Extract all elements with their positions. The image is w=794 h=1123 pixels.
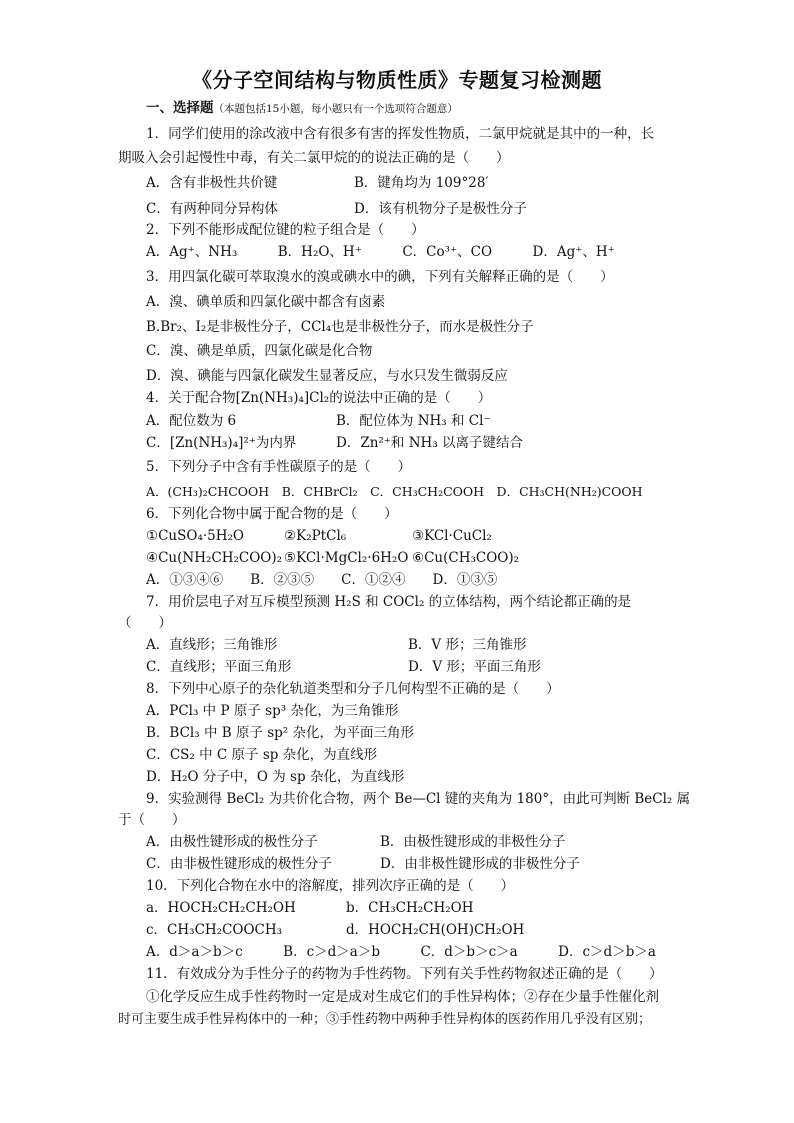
- q4-option-b: B．配位体为 NH₃ 和 Cl⁻: [336, 413, 491, 429]
- q10-item-b: b．CH₃CH₂CH₂OH: [346, 900, 474, 916]
- q11-body-line2: 时可主要生成手性异构体中的一种；③手性药物中两种手性异构体的医药作用几乎没有区别；: [118, 1012, 652, 1027]
- q6-item-1: ①CuSO₄·5H₂O: [146, 528, 244, 544]
- q4-option-c: C．[Zn(NH₃)₄]²⁺为内界: [146, 435, 297, 451]
- q10-stem: 10．下列化合物在水中的溶解度，排列次序正确的是（ ）: [146, 878, 515, 894]
- q1-stem-line2: 期吸入会引起慢性中毒，有关二氯甲烷的的说法正确的是（ ）: [118, 150, 510, 166]
- q3-option-d: D．溴、碘能与四氯化碳发生显著反应，与水只发生微弱反应: [146, 368, 508, 384]
- q7-stem-line1: 7．用价层电子对互斥模型预测 H₂S 和 COCl₂ 的立体结构，两个结论都正确的是: [146, 594, 632, 610]
- q9-option-d: D．由非极性键形成的非极性分子: [380, 856, 580, 872]
- q4-option-a: A．配位数为 6: [146, 413, 237, 429]
- q6-stem: 6．下列化合物中属于配合物的是（ ）: [146, 506, 398, 522]
- q9-stem-line2: 于（ ）: [118, 812, 186, 828]
- q1-option-a: A．含有非极性共价键: [146, 175, 278, 191]
- q6-options: A．①③④⑥ B．②③⑤ C．①②④ D．①③⑤: [146, 572, 498, 588]
- page-title: 《分子空间结构与物质性质》专题复习检测题: [192, 68, 602, 92]
- q7-stem-line2: （ ）: [118, 615, 172, 631]
- q1-option-b: B．键角均为 109°28′: [354, 175, 489, 191]
- q7-option-d: D．V 形；平面三角形: [408, 659, 541, 675]
- q6-item-2: ②K₂PtCl₆: [284, 528, 347, 544]
- q4-option-d: D．Zn²⁺和 NH₃ 以离子键结合: [336, 435, 524, 451]
- q1-option-d: D．该有机物分子是极性分子: [354, 201, 527, 217]
- q6-item-5: ⑤KCl·MgCl₂·6H₂O: [284, 550, 409, 566]
- section-note: （本题包括15小题，每小题只有一个选项符合题意）: [213, 103, 458, 115]
- q7-option-b: B．V 形；三角锥形: [408, 637, 527, 653]
- q3-stem: 3．用四氯化碳可萃取溴水的溴或碘水中的碘，下列有关解释正确的是（ ）: [146, 269, 614, 285]
- q7-option-a: A．直线形；三角锥形: [146, 637, 278, 653]
- q9-option-a: A．由极性键形成的极性分子: [146, 834, 318, 850]
- q10-options: A．d＞a＞b＞c B．c＞d＞a＞b C．d＞b＞c＞a D．c＞d＞b＞a: [146, 944, 656, 960]
- q11-body-line1: ①化学反应生成手性药物时一定是成对生成它们的手性异构体；②存在少量手性催化剂: [146, 989, 659, 1005]
- q10-item-a: a．HOCH₂CH₂CH₂OH: [146, 900, 296, 916]
- q6-item-4: ④Cu(NH₂CH₂COO)₂: [146, 550, 283, 566]
- q1-option-c: C．有两种同分异构体: [146, 201, 278, 217]
- q3-option-b: B.Br₂、I₂是非极性分子，CCl₄也是非极性分子，而水是极性分子: [146, 319, 534, 335]
- q9-stem-line1: 9．实验测得 BeCl₂ 为共价化合物，两个 Be—Cl 键的夹角为 180°，由此可判断 BeCl₂ 属: [146, 791, 691, 807]
- q8-option-c: C．CS₂ 中 C 原子 sp 杂化，为直线形: [146, 747, 378, 763]
- q8-option-a: A．PCl₃ 中 P 原子 sp³ 杂化，为三角锥形: [146, 703, 399, 719]
- q10-item-d: d．HOCH₂CH(OH)CH₂OH: [346, 922, 525, 938]
- q8-option-d: D．H₂O 分子中，O 为 sp 杂化，为直线形: [146, 769, 405, 785]
- q2-options: A．Ag⁺、NH₃ B．H₂O、H⁺ C．Co³⁺、CO D．Ag⁺、H⁺: [146, 244, 615, 260]
- q5-stem: 5．下列分子中含有手性碳原子的是（ ）: [146, 459, 412, 475]
- q3-option-a: A．溴、碘单质和四氯化碳中都含有卤素: [146, 294, 386, 310]
- q9-option-b: B．由极性键形成的非极性分子: [380, 834, 566, 850]
- q7-option-c: C．直线形；平面三角形: [146, 659, 292, 675]
- q3-option-c: C．溴、碘是单质，四氯化碳是化合物: [146, 343, 373, 359]
- q5-options: A．(CH₃)₂CHCOOH B．CHBrCl₂ C．CH₃CH₂COOH D．CH₃CH(NH₂)COOH: [146, 484, 643, 499]
- q6-item-6: ⑥Cu(CH₃COO)₂: [412, 550, 520, 566]
- section-label: 一、选择题: [146, 100, 214, 116]
- q1-stem-line1: 1．同学们使用的涂改液中含有很多有害的挥发性物质，二氯甲烷就是其中的一种，长: [146, 126, 655, 142]
- q4-stem: 4．关于配合物[Zn(NH₃)₄]Cl₂的说法中正确的是（ ）: [146, 390, 492, 406]
- q10-item-c: c．CH₃CH₂COOCH₃: [146, 922, 283, 938]
- q2-stem: 2．下列不能形成配位键的粒子组合是（ ）: [146, 222, 425, 238]
- q6-item-3: ③KCl·CuCl₂: [412, 528, 492, 544]
- section-heading: [146, 102, 458, 116]
- q8-stem: 8．下列中心原子的杂化轨道类型和分子几何构型不正确的是（ ）: [146, 681, 560, 697]
- q8-option-b: B．BCl₃ 中 B 原子 sp² 杂化，为平面三角形: [146, 725, 415, 741]
- q11-stem: 11．有效成分为手性分子的药物为手性药物。下列有关手性药物叙述正确的是（ ）: [146, 966, 663, 982]
- q9-option-c: C．由非极性键形成的极性分子: [146, 856, 332, 872]
